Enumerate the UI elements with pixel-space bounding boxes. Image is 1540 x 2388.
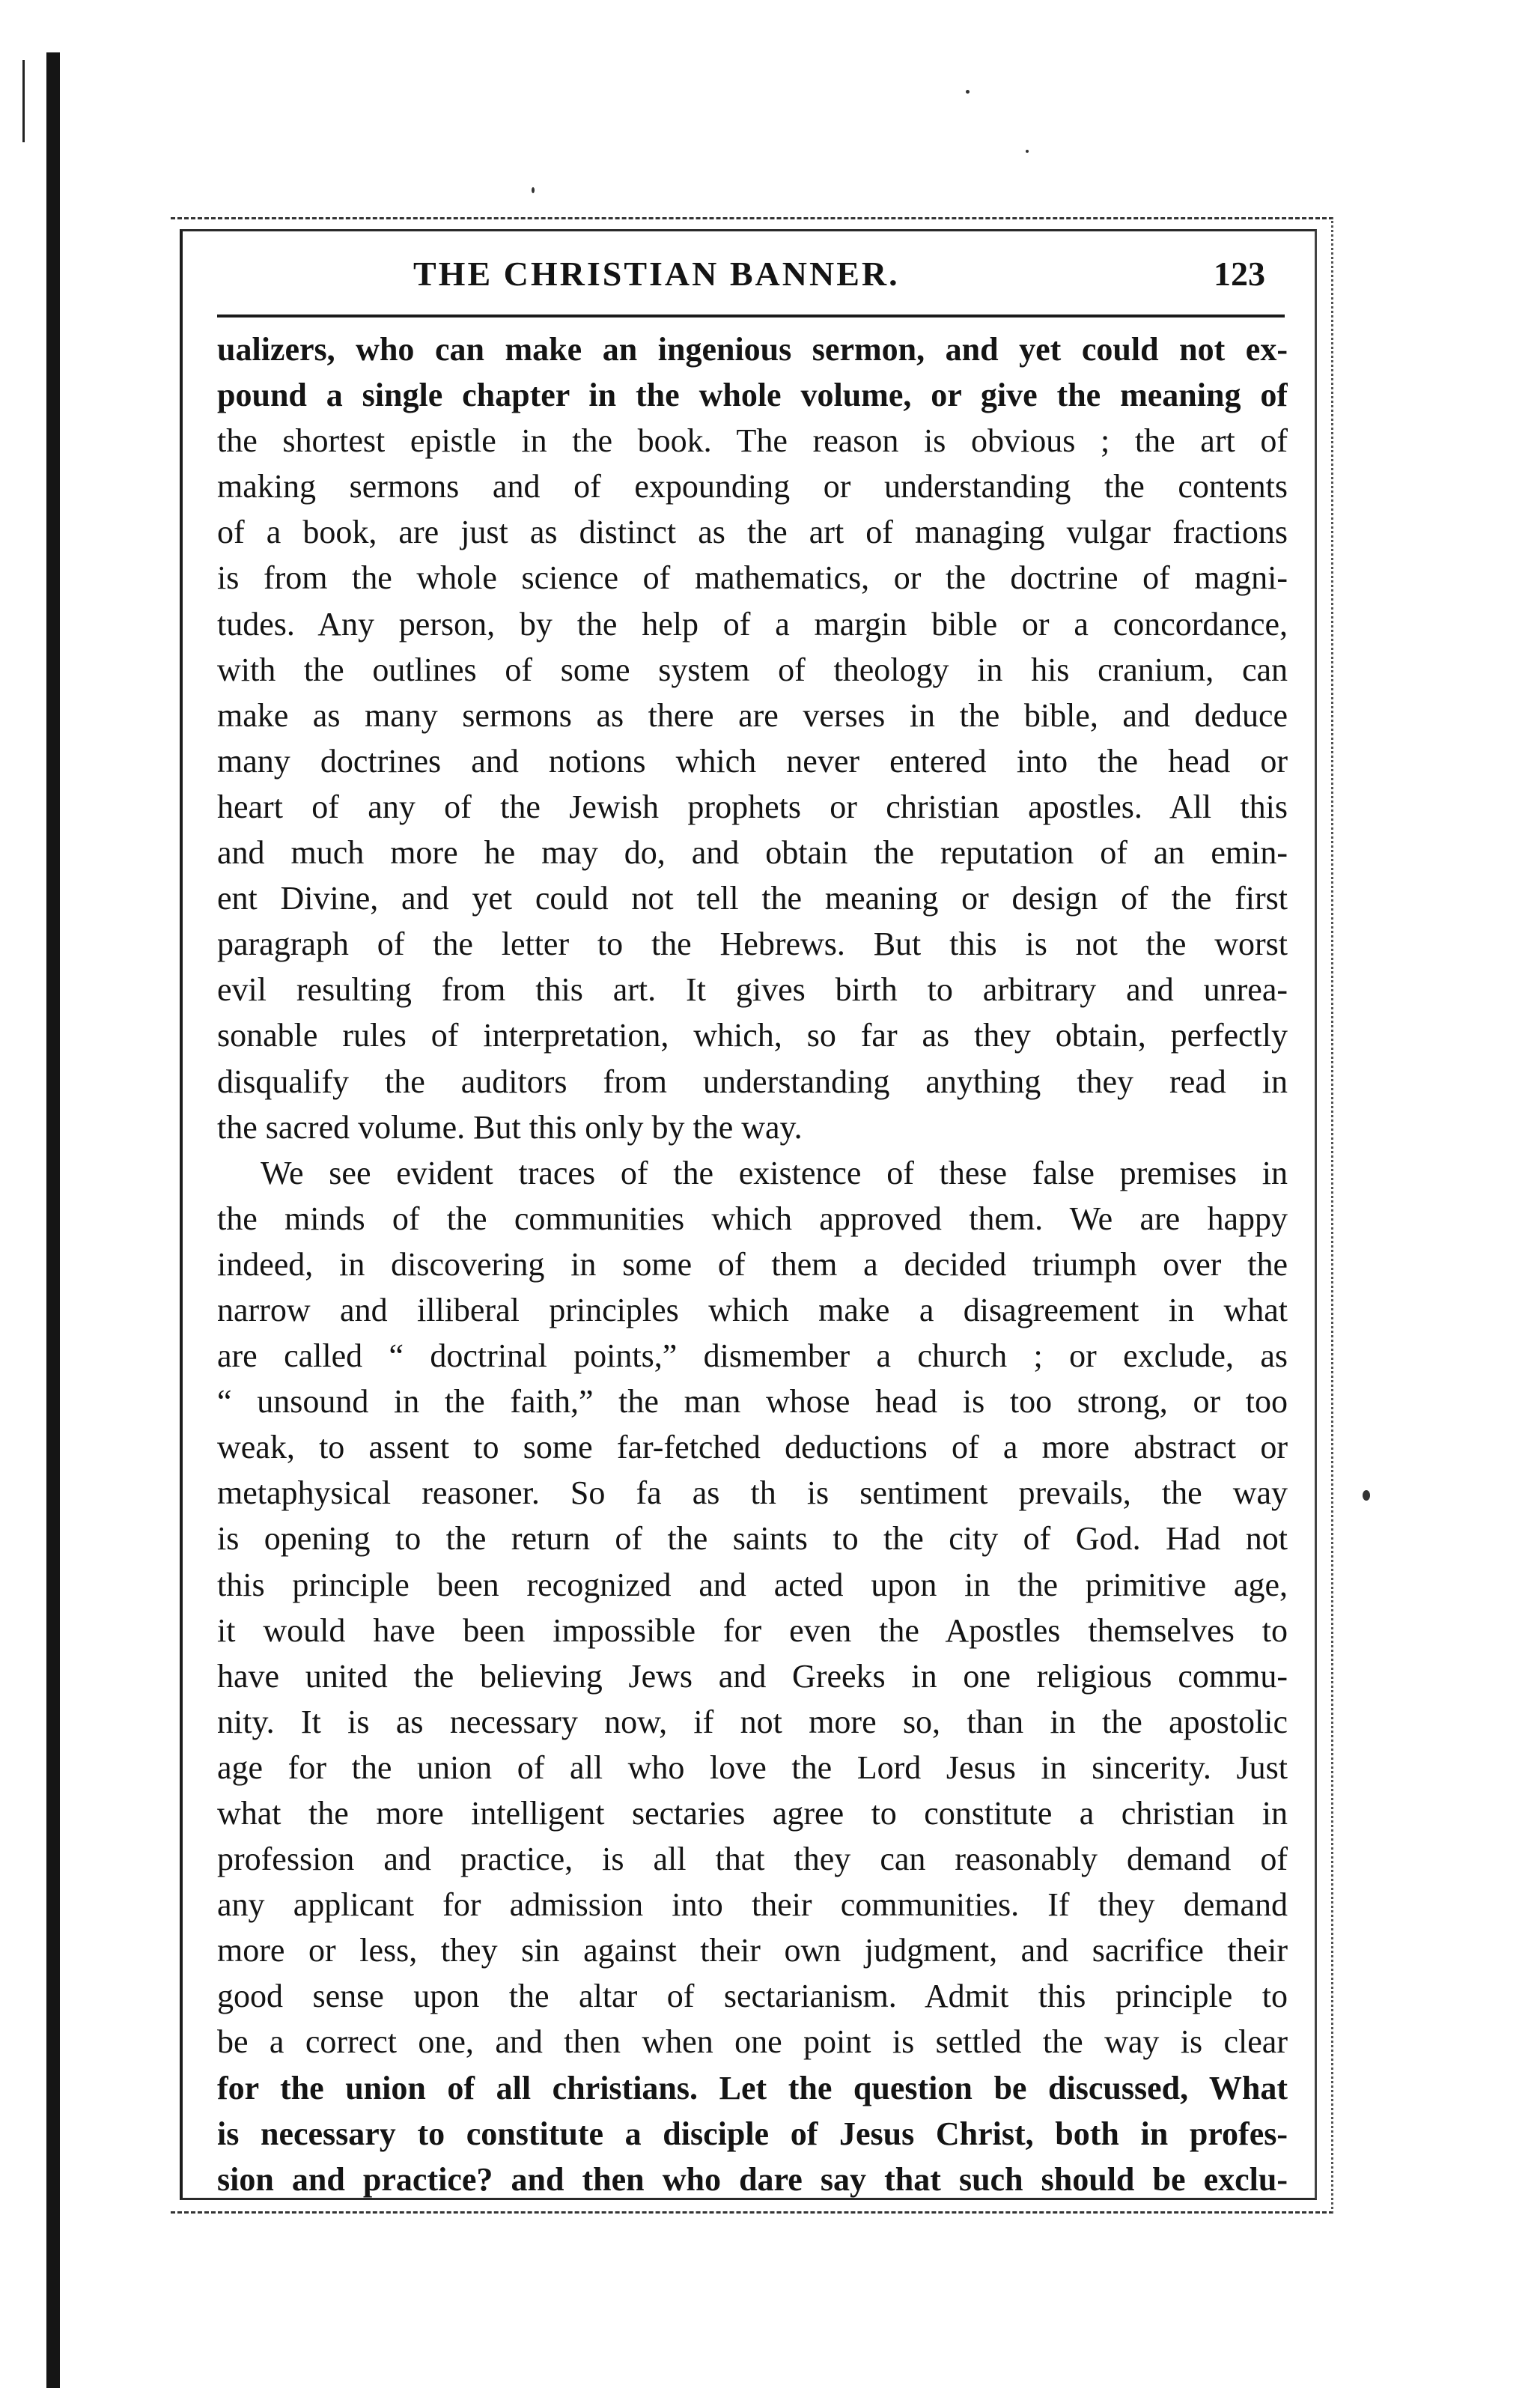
text-line: tudes. Any person, by the help of a margin bible or a concordance,	[217, 605, 1288, 642]
text-line: the sacred volume. But this only by the way.	[217, 1108, 803, 1146]
text-line: sonable rules of interpretation, which, so far as they obtain, perfectly	[217, 1017, 1288, 1054]
ink-speck	[966, 90, 970, 94]
text-line: age for the union of all who love the Lord Jesus in sincerity. Just	[217, 1749, 1288, 1786]
text-line: this principle been recognized and acted upon in the primitive age,	[217, 1566, 1288, 1603]
text-line: more or less, they sin against their own judgment, and sacrifice their	[217, 1932, 1288, 1969]
text-line: indeed, in discovering in some of them a decided triumph over the	[217, 1245, 1288, 1283]
text-line: is from the whole science of mathematics, or the doctrine of magni-	[217, 559, 1288, 597]
ink-speck	[1363, 1490, 1370, 1501]
page-number: 123	[1214, 255, 1265, 293]
text-line: pound a single chapter in the whole volume, or give the meaning of	[217, 377, 1288, 414]
text-line: the minds of the communities which approved them. We are happy	[217, 1200, 1288, 1237]
text-line: many doctrines and notions which never entered into the head or	[217, 742, 1288, 780]
text-line: of a book, are just as distinct as the art of managing vulgar fractions	[217, 514, 1288, 551]
text-line: weak, to assent to some far-fetched deductions of a more abstract or	[217, 1429, 1288, 1466]
text-line: is necessary to constitute a disciple of Jesus Christ, both in profes-	[217, 2115, 1288, 2152]
text-line: profession and practice, is all that they can reasonably demand of	[217, 1841, 1288, 1878]
text-line: metaphysical reasoner. So fa as th is sentiment prevails, the way	[217, 1474, 1288, 1512]
binding-edge	[46, 52, 60, 2388]
header-rule	[217, 315, 1285, 318]
text-line: heart of any of the Jewish prophets or christian apostles. All this	[217, 788, 1288, 825]
running-head	[202, 252, 1295, 312]
text-line: and much more he may do, and obtain the reputation of an emin-	[217, 834, 1288, 872]
text-line: is opening to the return of the saints to the city of God. Had not	[217, 1520, 1288, 1558]
text-line: make as many sermons as there are verses in the bible, and deduce	[217, 696, 1288, 734]
binding-edge-mark	[22, 60, 25, 142]
text-line: sion and practice? and then who dare say that such should be exclu-	[217, 2160, 1288, 2198]
text-line: “ unsound in the faith,” the man whose head is too strong, or too	[217, 1383, 1288, 1421]
ink-speck	[1026, 150, 1029, 153]
text-line: what the more intelligent sectaries agree to constitute a christian in	[217, 1795, 1288, 1832]
text-line: good sense upon the altar of sectarianism. Admit this principle to	[217, 1978, 1288, 2015]
text-line: making sermons and of expounding or understanding the contents	[217, 468, 1288, 505]
ink-speck	[532, 187, 535, 193]
text-line: any applicant for admission into their communities. If they demand	[217, 1886, 1288, 1924]
text-line: We see evident traces of the existence of these false premises in	[261, 1154, 1288, 1191]
text-line: narrow and illiberal principles which make a disagreement in what	[217, 1291, 1288, 1328]
text-line: evil resulting from this art. It gives birth to arbitrary and unrea-	[217, 971, 1288, 1009]
text-line: be a correct one, and then when one point is settled the way is clear	[217, 2023, 1288, 2061]
text-line: nity. It is as necessary now, if not more so, than in the apostolic	[217, 1703, 1288, 1740]
body-text	[217, 326, 1288, 2202]
text-line: have united the believing Jews and Greeks in one religious commu-	[217, 1657, 1288, 1695]
text-line: the shortest epistle in the book. The reason is obvious ; the art of	[217, 422, 1288, 460]
text-line: ent Divine, and yet could not tell the meaning or design of the first	[217, 880, 1288, 917]
text-line: for the union of all christians. Let the question be discussed, What	[217, 2069, 1288, 2106]
text-line: it would have been impossible for even the Apostles themselves to	[217, 1611, 1288, 1649]
text-line: ualizers, who can make an ingenious sermon, and yet could not ex-	[217, 331, 1288, 368]
text-line: disqualify the auditors from understanding anything they read in	[217, 1063, 1288, 1100]
text-line: paragraph of the letter to the Hebrews. But this is not the worst	[217, 926, 1288, 963]
running-title: THE CHRISTIAN BANNER.	[413, 255, 900, 293]
text-line: with the outlines of some system of theology in his cranium, can	[217, 651, 1288, 688]
text-line: are called “ doctrinal points,” dismember a church ; or exclude, as	[217, 1337, 1288, 1375]
